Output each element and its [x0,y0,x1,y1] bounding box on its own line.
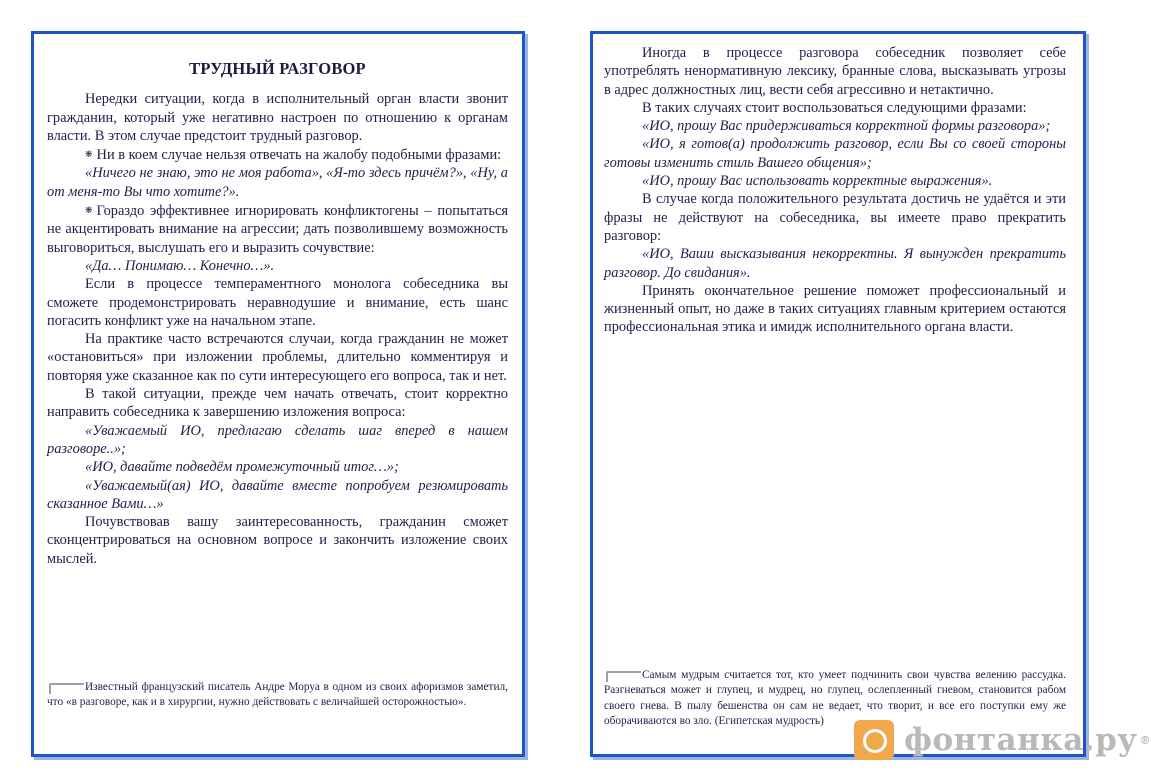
left-page-content [47,60,508,568]
quote-paragraph: «Уважаемый(ая) ИО, давайте вместе попробуем резюмировать сказанное Вами…» [47,477,508,512]
footnote: Известный французский писатель Андре Моруа в одном из своих афоризмов заметил, что «в разговоре, как и в хирургии, нужно действовать с величайшей осторожностью». [47,681,508,709]
paragraph: Принять окончательное решение поможет профессиональный и жизненный опыт, но даже в таких ситуациях главным критерием остаются профессиональная этика и имидж исполнительного органа власти. [604,282,1066,336]
paragraph: В такой ситуации, прежде чем начать отвечать, стоит корректно направить собеседника к завершению изложения вопроса: [47,386,508,421]
paragraph-text: Гораздо эффективнее игнорировать конфликтогены – попытаться не акцентировать внимание на агрессии; дать позволившему возможность выговориться, выслушать его и выразить сочувствие: [47,203,508,256]
paragraph: Если в процессе темпераментного монолога собеседника вы сможете продемонстрировать неравнодушие и внимание, есть шанс погасить конфликт уже на начальном этапе. [47,276,508,329]
watermark-text: фонтанка.ру [904,722,1138,758]
quote-paragraph: «Да… Понимаю… Конечно…». [85,257,275,274]
bullet-icon: ❋ [85,205,93,216]
paragraph: Нередки ситуации, когда в исполнительный орган власти звонит гражданин, который уже негативно настроен по отношению к органам власти. В этом случае предстоит трудный разговор. [47,91,508,144]
footnote: Самым мудрым считается тот, кто умеет подчинить свои чувства велению рассудка. Разгневаться может и глупец, и мудрец, но глупец, ослепленный гневом, становится рабом своего гнева. В пылу бешенства он сам не ведает, что творит, и все его поступки ему же оборачиваются во зло. (Египетская мудрость) [604,669,1066,728]
quote-paragraph: «ИО, прошу Вас использовать корректные выражения». [642,173,993,190]
right-page [560,0,1116,772]
quote-paragraph: «ИО, давайте подведём промежуточный итог…»; [85,459,399,476]
quote-paragraph: «Уважаемый ИО, предлагаю сделать шаг вперед в нашем разговоре..»; [47,422,508,457]
paragraph-text: Ни в коем случае нельзя отвечать на жалобу подобными фразами: [96,147,502,164]
quote-paragraph: «ИО, прошу Вас придерживаться корректной формы разговора»; [642,118,1051,135]
registered-mark: ® [1139,733,1151,747]
paragraph: На практике часто встречаются случаи, когда гражданин не может «остановиться» при изложении проблемы, длительно комментируя и повторяя уже сказанное как по сути интересующего его вопроса, так и нет. [47,331,508,384]
quote-paragraph: «ИО, я готов(а) продолжить разговор, если Вы со своей стороны готовы изменить стиль Вашего общения»; [604,136,1066,171]
left-page [0,0,560,772]
quote-paragraph: «ИО, Ваши высказывания некорректны. Я вынужден прекратить разговор. До свидания». [604,246,1066,281]
page-title: ТРУДНЫЙ РАЗГОВОР [189,59,366,78]
paragraph: В случае когда положительного результата достичь не удаётся и эти фразы не действуют на собеседника, вы имеете право прекратить разговор: [604,191,1066,244]
quote-paragraph: «Ничего не знаю, это не моя работа», «Я-то здесь причём?», «Ну, а от меня-то Вы что хотите?». [47,165,508,200]
watermark [854,716,1151,764]
bullet-paragraph [47,201,508,257]
fontanka-logo-icon [854,720,894,760]
bullet-icon: ❋ [85,149,93,160]
paragraph: В таких случаях стоит воспользоваться следующими фразами: [642,99,1027,116]
paragraph: Иногда в процессе разговора собеседник позволяет себе употреблять ненормативную лексику, бранные слова, высказывать угрозы в адрес должностных лиц, вести себя агрессивно и нетактично. [604,45,1066,98]
right-page-content [604,44,1066,337]
paragraph: Почувствовав вашу заинтересованность, гражданин сможет сконцентрироваться на основном вопросе и закончить изложение своих мыслей. [47,514,508,567]
bullet-paragraph [47,145,508,164]
